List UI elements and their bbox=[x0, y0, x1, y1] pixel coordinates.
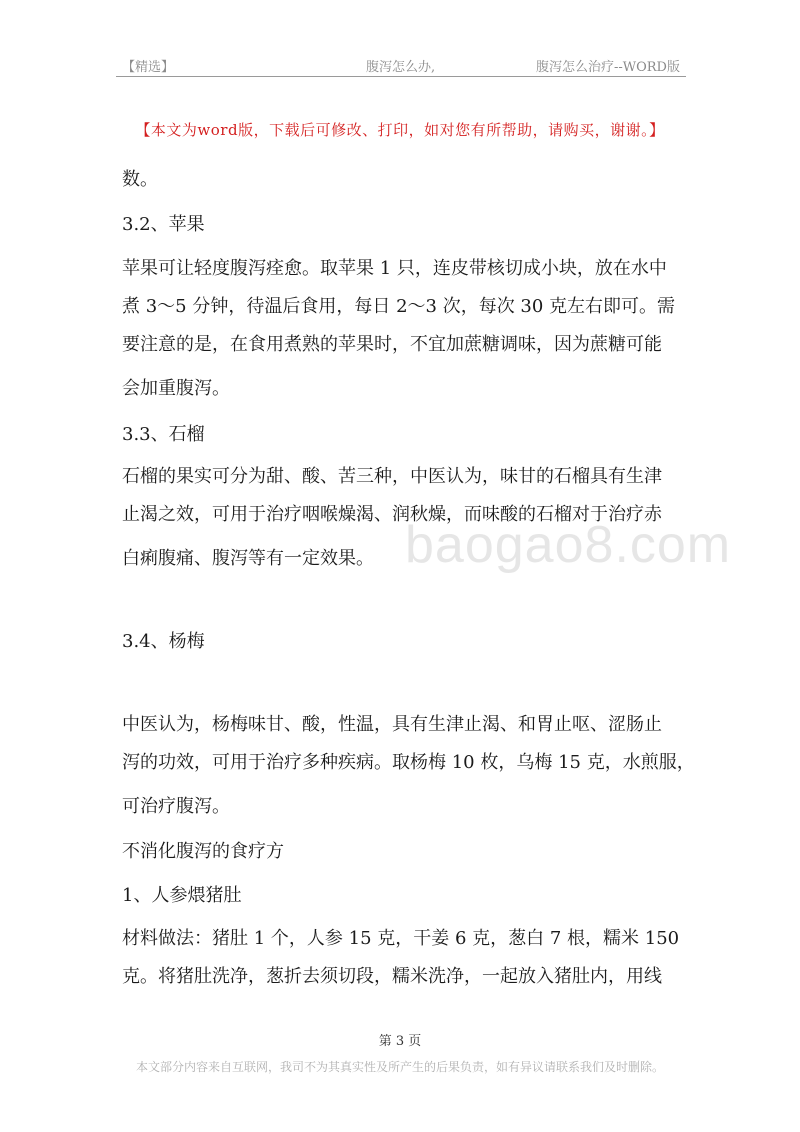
body-line: 泻的功效，可用于治疗多种疾病。取杨梅 10 枚，乌梅 15 克，水煎服， bbox=[122, 752, 695, 773]
watermark-text: baogao8.com bbox=[405, 516, 732, 574]
body-line: 石榴的果实可分为甜、酸、苦三种，中医认为，味甘的石榴具有生津 bbox=[122, 466, 662, 487]
body-line: 白痢腹痛、腹泻等有一定效果。 bbox=[122, 548, 374, 569]
body-line: 会加重腹泻。 bbox=[122, 378, 230, 399]
page-header bbox=[116, 56, 686, 77]
header-left-label: 【精选】 bbox=[122, 60, 175, 75]
footer-disclaimer: 本文部分内容来自互联网，我司不为其真实性及所产生的后果负责，如有异议请联系我们及时删除。 bbox=[135, 1060, 664, 1074]
download-notice: 【本文为word版，下载后可修改、打印，如对您有所帮助，请购买，谢谢。】 bbox=[135, 121, 665, 139]
body-line: 中医认为，杨梅味甘、酸，性温，具有生津止渴、和胃止呕、涩肠止 bbox=[122, 714, 662, 735]
body-line: 材料做法：猪肚 1 个，人参 15 克，干姜 6 克，葱白 7 根，糯米 150 bbox=[122, 928, 680, 949]
section-heading: 3.2、苹果 bbox=[122, 214, 205, 235]
page-number: 第 3 页 bbox=[378, 1034, 422, 1049]
header-title: 腹泻怎么办, bbox=[366, 60, 436, 75]
body-line: 克。将猪肚洗净，葱折去须切段，糯米洗净，一起放入猪肚内，用线 bbox=[122, 966, 662, 987]
section-heading: 3.3、石榴 bbox=[122, 424, 205, 445]
body-line: 可治疗腹泻。 bbox=[122, 796, 230, 817]
body-line: 煮 3～5 分钟，待温后食用，每日 2～3 次，每次 30 克左右即可。需 bbox=[122, 296, 676, 317]
section-heading: 不消化腹泻的食疗方 bbox=[122, 841, 284, 862]
body-line: 止渴之效，可用于治疗咽喉燥渴、润秋燥，而味酸的石榴对于治疗赤 bbox=[122, 504, 662, 525]
body-line: 苹果可让轻度腹泻痊愈。取苹果 1 只，连皮带核切成小块，放在水中 bbox=[122, 258, 667, 279]
header-right-label: 腹泻怎么治疗--WORD版 bbox=[535, 60, 680, 75]
body-line: 要注意的是，在食用煮熟的苹果时，不宜加蔗糖调味，因为蔗糖可能 bbox=[122, 334, 662, 355]
section-heading: 3.4、杨梅 bbox=[122, 631, 205, 652]
body-line: 数。 bbox=[122, 169, 158, 190]
section-heading: 1、人参煨猪肚 bbox=[122, 885, 242, 906]
